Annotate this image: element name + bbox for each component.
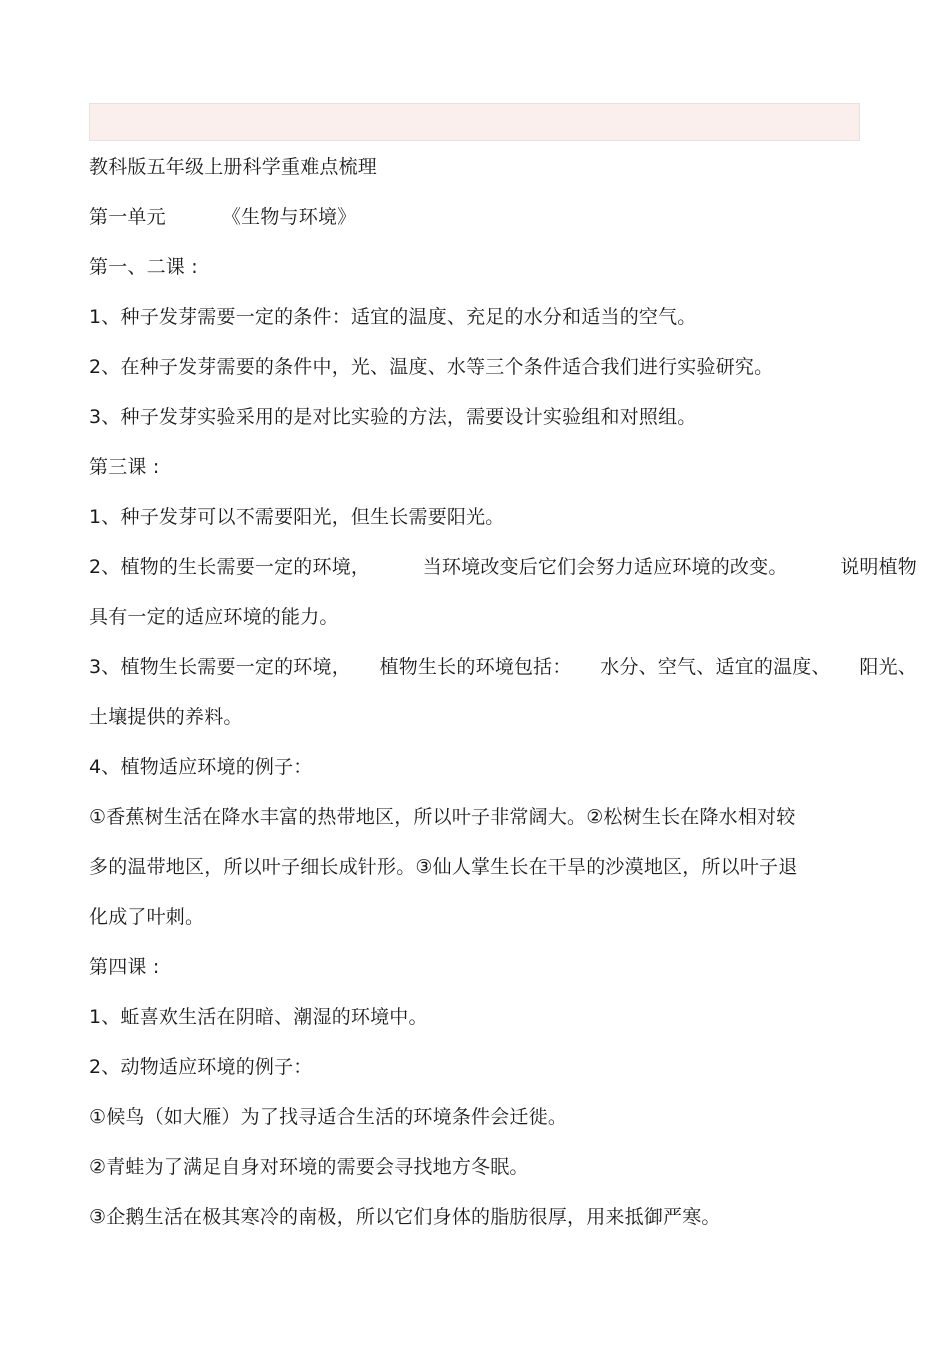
lesson-3-item-3-part-d: 阳光、 (859, 656, 917, 678)
lesson-3-item-2-part-c: 说明植物 (840, 556, 917, 578)
lesson-3-item-3 (89, 654, 917, 680)
lesson-3-item-1: 1、种子发芽可以不需要阳光，但生长需要阳光。 (89, 506, 505, 528)
lesson-3-example-line-3: 化成了叶刺。 (89, 906, 205, 928)
document-title: 教科版五年级上册科学重难点梳理 (89, 156, 378, 178)
lesson-3-item-3-part-a: 3、植物生长需要一定的环境， (89, 656, 351, 678)
unit-heading: 第一单元 《生物与环境》 (89, 206, 357, 228)
lesson-3-item-2-continued: 具有一定的适应环境的能力。 (89, 606, 339, 628)
lesson-1-2-item-1: 1、种子发芽需要一定的条件：适宜的温度、充足的水分和适当的空气。 (89, 306, 697, 328)
lesson-3-item-4: 4、植物适应环境的例子： (89, 756, 313, 778)
lesson-3-item-3-continued: 土壤提供的养料。 (89, 706, 243, 728)
lesson-1-2-item-2: 2、在种子发芽需要的条件中，光、温度、水等三个条件适合我们进行实验研究。 (89, 356, 774, 378)
lesson-4-example-3: ③企鹅生活在极其寒冷的南极，所以它们身体的脂肪很厚，用来抵御严寒。 (89, 1206, 721, 1228)
lesson-3-item-2-part-a: 2、植物的生长需要一定的环境， (89, 556, 371, 578)
lesson-4-example-2: ②青蛙为了满足自身对环境的需要会寻找地方冬眠。 (89, 1156, 529, 1178)
lesson-3-item-2-part-b: 当环境改变后它们会努力适应环境的改变。 (422, 556, 788, 578)
lesson-3-item-2 (89, 554, 917, 580)
lesson-4-item-1: 1、蚯喜欢生活在阴暗、潮湿的环境中。 (89, 1006, 428, 1028)
lesson-1-2-item-3: 3、种子发芽实验采用的是对比实验的方法，需要设计实验组和对照组。 (89, 406, 697, 428)
header-banner (89, 103, 860, 141)
lesson-3-item-3-part-b: 植物生长的环境包括： (379, 656, 572, 678)
lesson-3-item-3-part-c: 水分、空气、适宜的温度、 (600, 656, 831, 678)
lesson-heading-1-2: 第一、二课 : (89, 256, 198, 278)
lesson-4-example-1: ①候鸟（如大雁）为了找寻适合生活的环境条件会迁徙。 (89, 1106, 568, 1128)
lesson-3-example-line-2: 多的温带地区，所以叶子细长成针形。③仙人掌生长在干旱的沙漠地区，所以叶子退 (89, 856, 798, 878)
lesson-3-example-line-1: ①香蕉树生活在降水丰富的热带地区，所以叶子非常阔大。②松树生长在降水相对较 (89, 806, 796, 828)
lesson-heading-4: 第四课 : (89, 956, 160, 978)
lesson-heading-3: 第三课 : (89, 456, 160, 478)
lesson-4-item-2: 2、动物适应环境的例子： (89, 1056, 313, 1078)
